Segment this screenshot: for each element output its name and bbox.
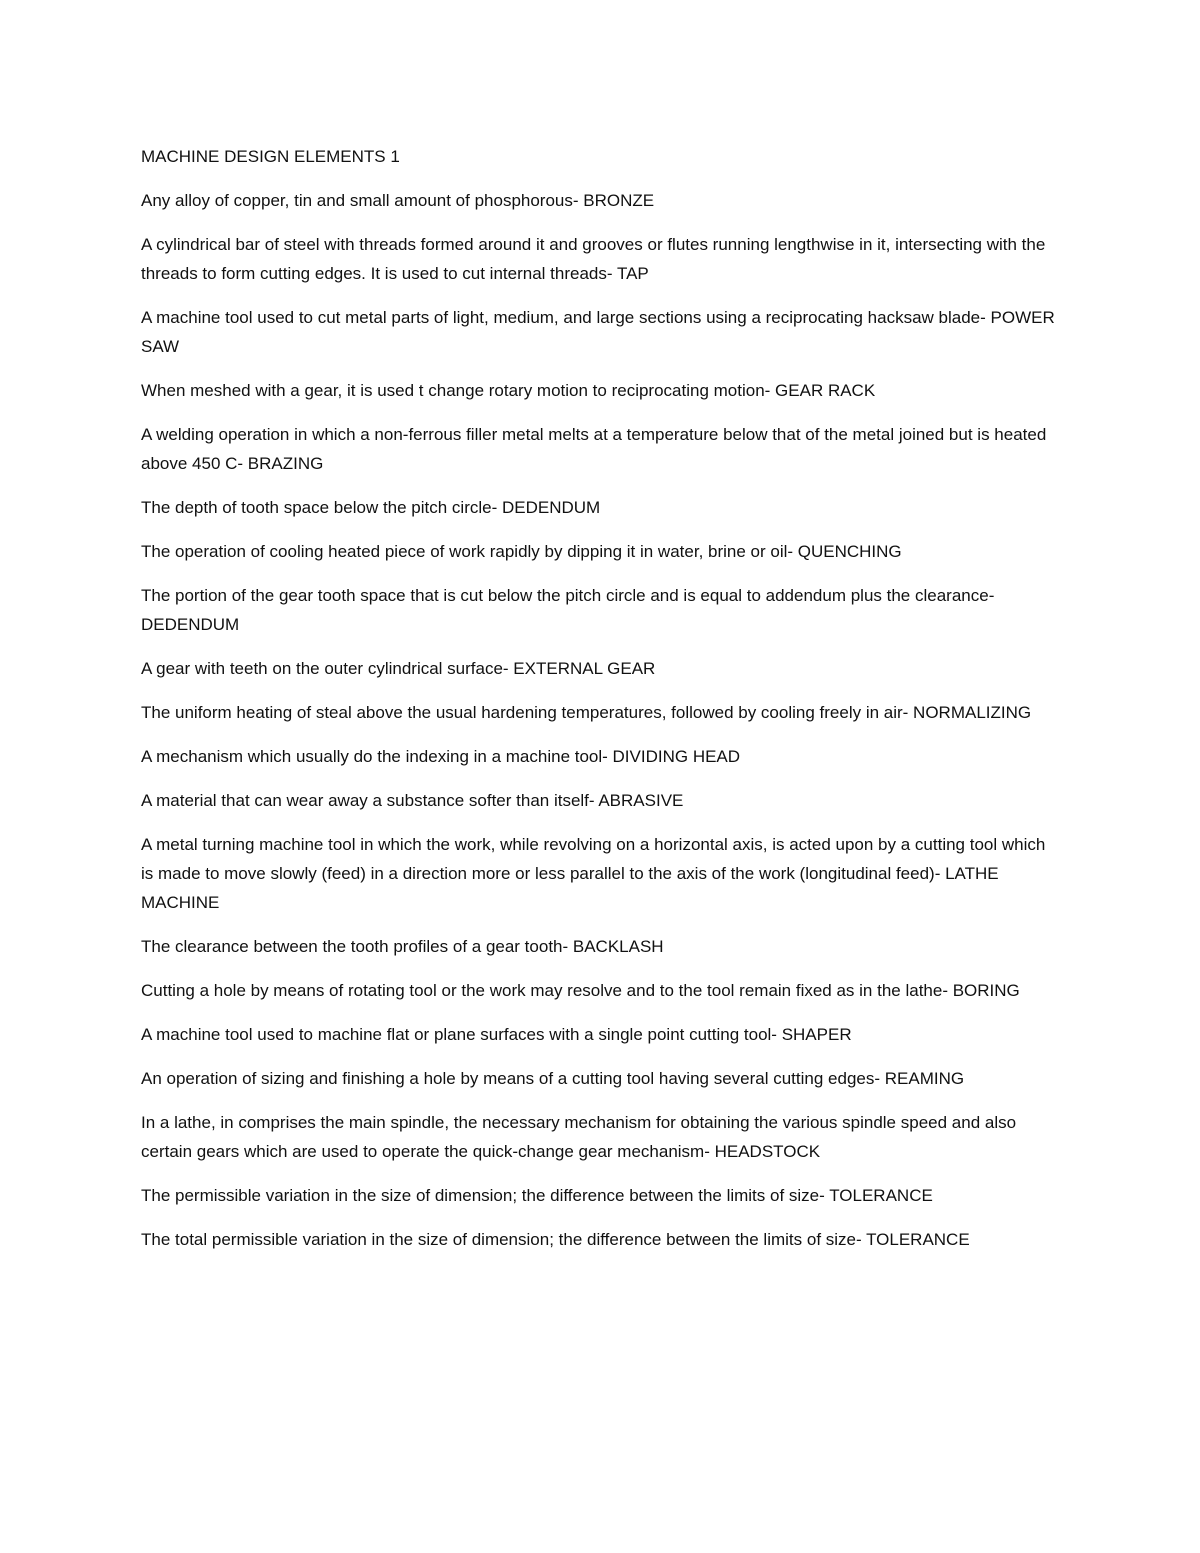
paragraph: A gear with teeth on the outer cylindrical surface- EXTERNAL GEAR [141,659,656,678]
paragraph: The portion of the gear tooth space that is cut below the pitch circle and is equal to addendum plus the clearance- DEDENDUM [141,586,995,634]
paragraph: A material that can wear away a substance softer than itself- ABRASIVE [141,791,684,810]
paragraph: A machine tool used to cut metal parts of light, medium, and large sections using a reciprocating hacksaw blade- POWER SAW [141,308,1055,356]
paragraph: The permissible variation in the size of dimension; the difference between the limits of size- TOLERANCE [141,1186,933,1205]
paragraph: A mechanism which usually do the indexing in a machine tool- DIVIDING HEAD [141,747,741,766]
paragraph: An operation of sizing and finishing a hole by means of a cutting tool having several cutting edges- REAMING [141,1069,965,1088]
paragraph: Cutting a hole by means of rotating tool or the work may resolve and to the tool remain fixed as in the lathe- BORING [141,981,1020,1000]
paragraph: The depth of tooth space below the pitch circle- DEDENDUM [141,498,601,517]
paragraph: The total permissible variation in the size of dimension; the difference between the limits of size- TOLERANCE [141,1230,970,1249]
paragraph: The uniform heating of steal above the usual hardening temperatures, followed by cooling freely in air- NORMALIZING [141,703,1032,722]
paragraph: A cylindrical bar of steel with threads formed around it and grooves or flutes running lengthwise in it, intersecting with the threads to form cutting edges. It is used to cut internal threads- TAP [141,235,1046,283]
document-body [141,142,1061,1269]
paragraph: A metal turning machine tool in which the work, while revolving on a horizontal axis, is acted upon by a cutting tool which is made to move slowly (feed) in a direction more or less parallel to the axis of the work (longitudinal feed)- LATHE MACHINE [141,835,1046,912]
paragraph: The clearance between the tooth profiles of a gear tooth- BACKLASH [141,937,664,956]
paragraph: Any alloy of copper, tin and small amount of phosphorous- BRONZE [141,191,655,210]
document-title: MACHINE DESIGN ELEMENTS 1 [141,147,400,166]
paragraph: A machine tool used to machine flat or plane surfaces with a single point cutting tool- SHAPER [141,1025,852,1044]
paragraph: When meshed with a gear, it is used t change rotary motion to reciprocating motion- GEAR RACK [141,381,876,400]
paragraph: In a lathe, in comprises the main spindle, the necessary mechanism for obtaining the various spindle speed and also certain gears which are used to operate the quick-change gear mechanism- HEADSTOCK [141,1113,1017,1161]
paragraph: A welding operation in which a non-ferrous filler metal melts at a temperature below that of the metal joined but is heated above 450 C- BRAZING [141,425,1047,473]
paragraph: The operation of cooling heated piece of work rapidly by dipping it in water, brine or oil- QUENCHING [141,542,902,561]
